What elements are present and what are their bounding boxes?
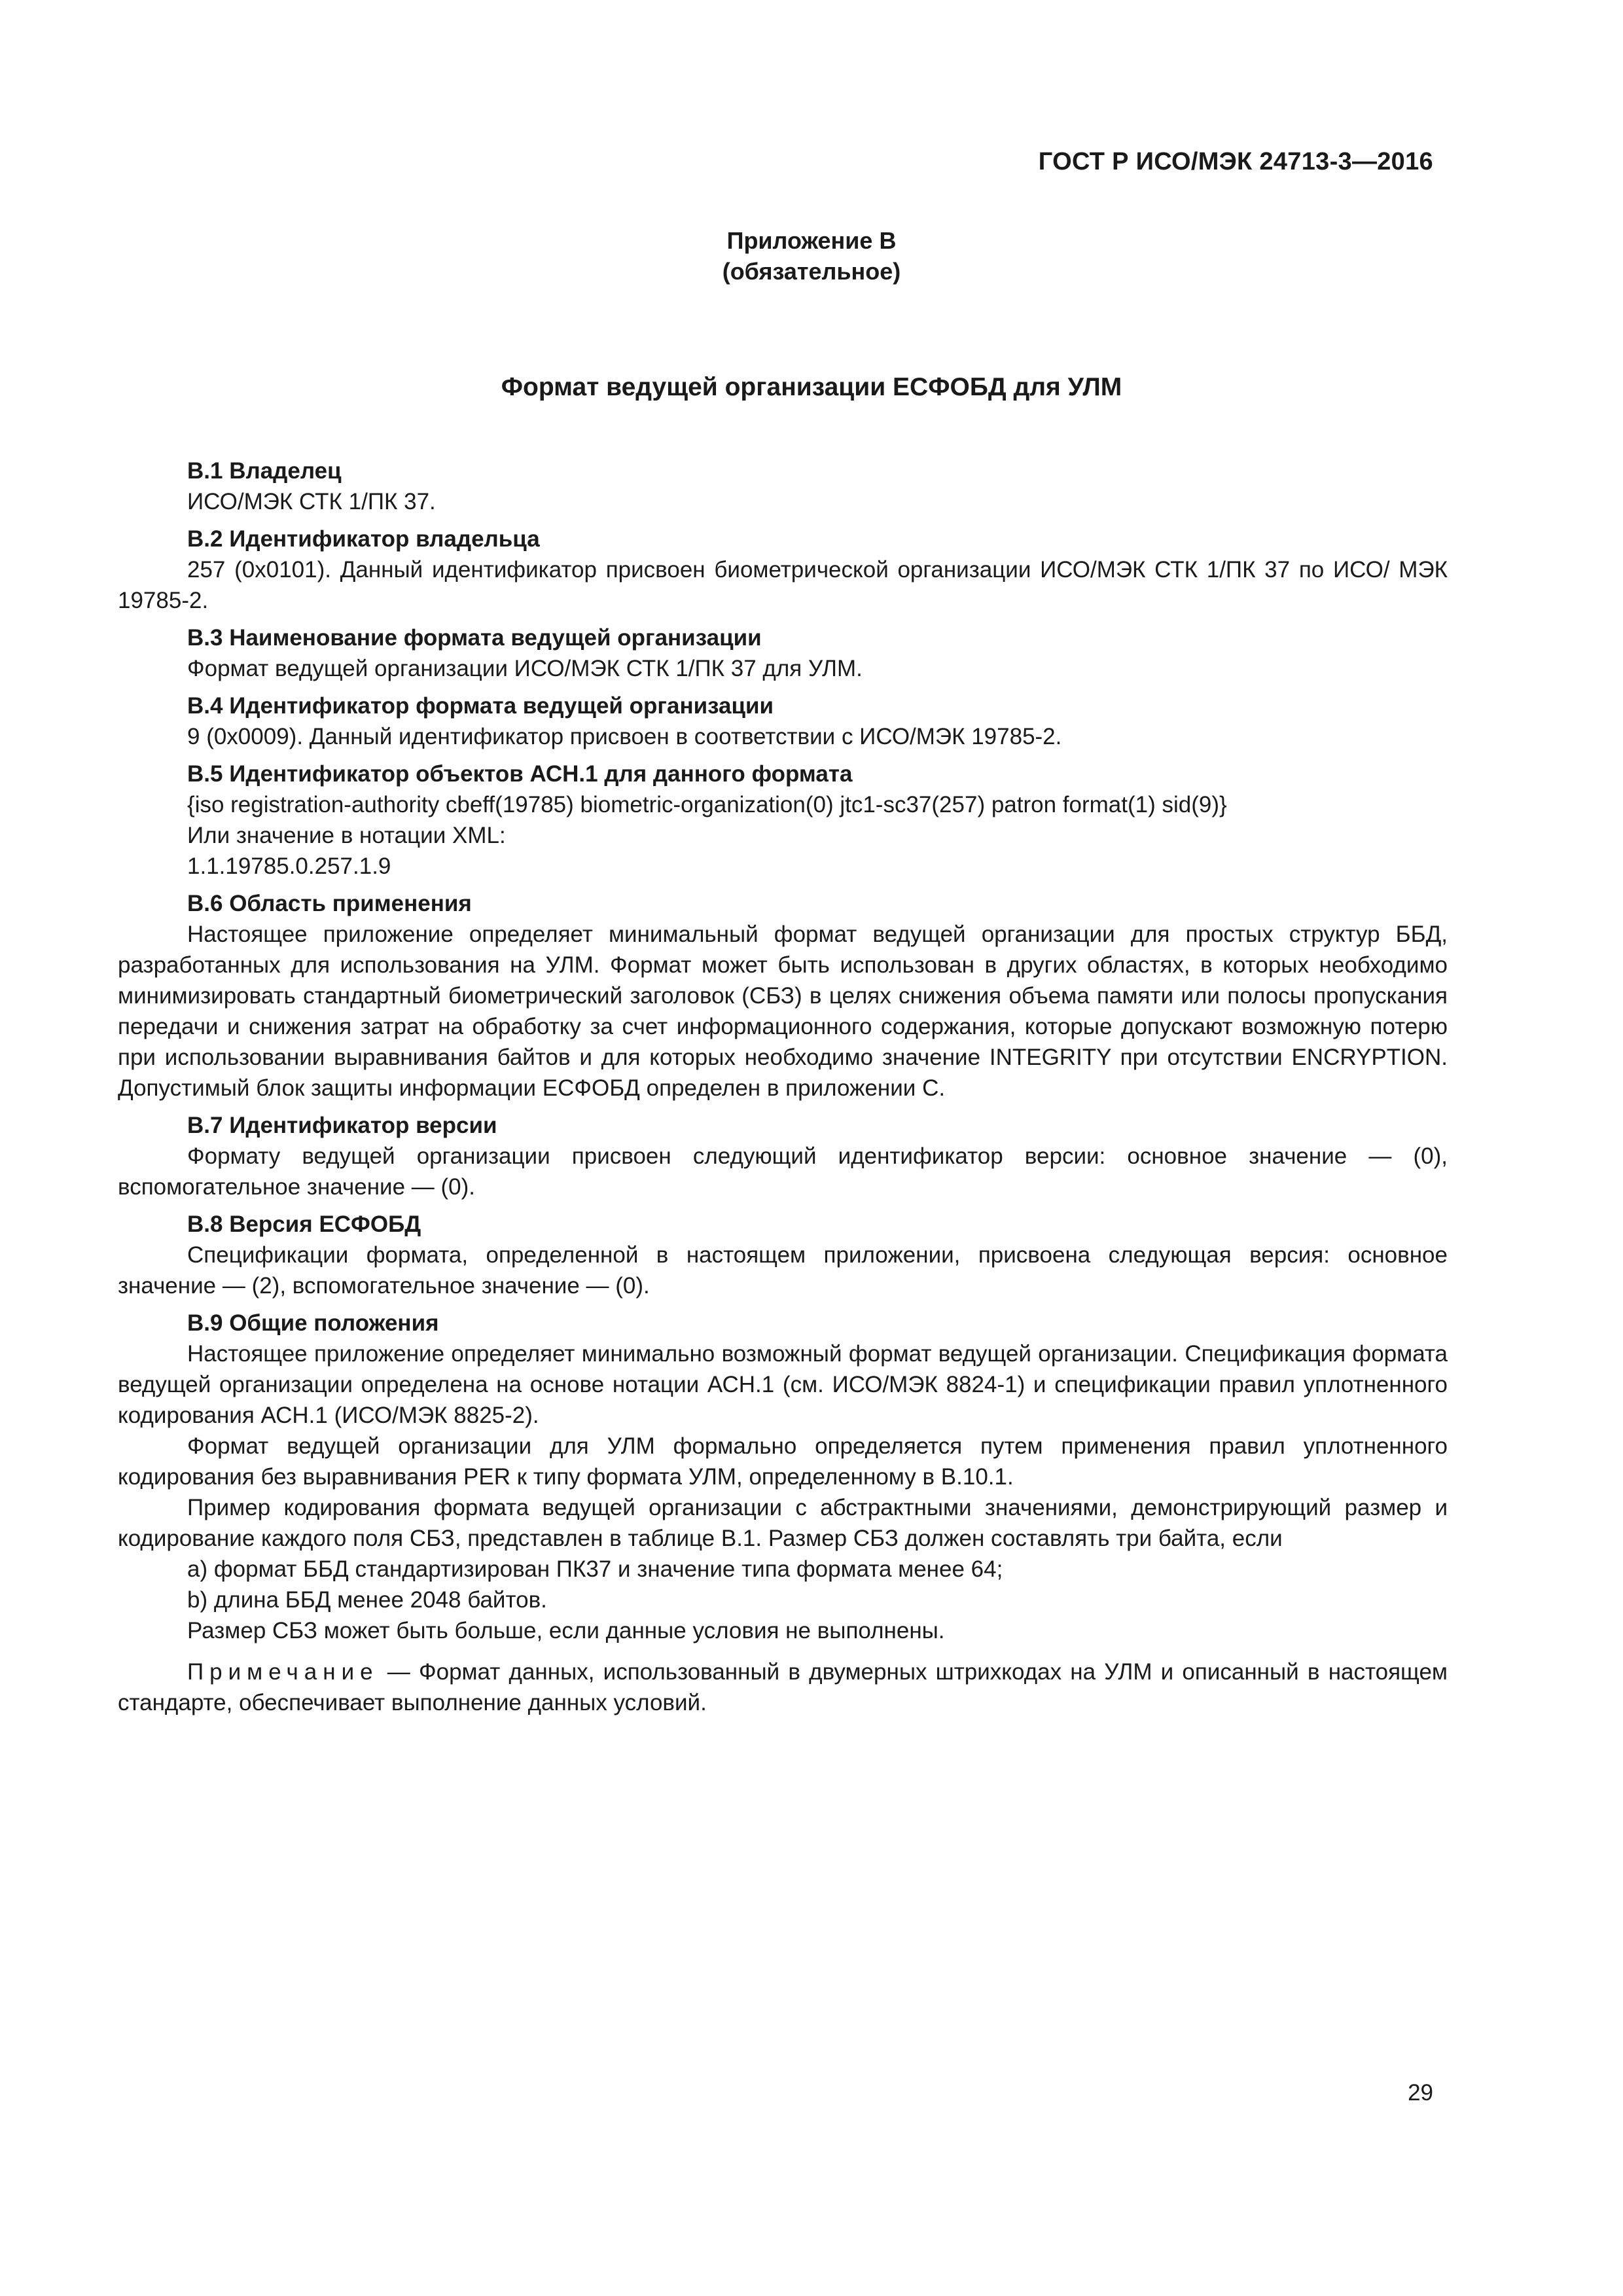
section-text-b9-p1: Настоящее приложение определяет минимально возможный формат ведущей организации. Спецификация формата ведущей организации определена на основе нотации АСН.1 (см. ИСО/МЭК 8824-1) и спецификации правил уплотненного кодирования АСН.1 (ИСО/МЭК 8825-2). [118, 1341, 1448, 1428]
annex-label: Приложение В [726, 227, 897, 254]
section-text-b9-p2: Формат ведущей организации для УЛМ формально определяется путем применения правил уплотненного кодирования без выравнивания PER к типу формата УЛМ, определенному в В.10.1. [118, 1433, 1448, 1490]
document-code: ГОСТ Р ИСО/МЭК 24713-3—2016 [1038, 148, 1433, 175]
section-heading-b2: В.2 Идентификатор владельца [187, 526, 540, 552]
document-body [118, 449, 1448, 1718]
section-text-b5-oid: {iso registration-authority cbeff(19785) biometric-organization(0) jtc1-sc37(257) patron format(1) sid(9)} [187, 792, 1227, 817]
section-text-b6: Настоящее приложение определяет минимальный формат ведущей организации для простых структур ББД, разработанных для использования на УЛМ. Формат может быть использован в других областях, в которых необходимо минимизировать стандартный биометрический заголовок (СБЗ) в целях снижения объема памяти или полосы пропускания передачи и снижения затрат на обработку за счет информационного содержания, которые допускают возможную потерю при использовании выравнивания байтов и для которых необходимо значение INTEGRITY при отсутствии ENCRYPTION. Допустимый блок защиты информации ЕСФОБД определен в приложении С. [118, 922, 1448, 1101]
section-text-b5-xml-value: 1.1.19785.0.257.1.9 [187, 853, 391, 879]
section-heading-b5: В.5 Идентификатор объектов АСН.1 для данного формата [187, 761, 853, 787]
annex-header [0, 225, 1623, 287]
page-number: 29 [1408, 2080, 1433, 2106]
section-text-b3: Формат ведущей организации ИСО/МЭК СТК 1/ПК 37 для УЛМ. [187, 656, 863, 681]
annex-title: Формат ведущей организации ЕСФОБД для УЛМ [501, 373, 1122, 401]
section-heading-b7: В.7 Идентификатор версии [187, 1113, 497, 1138]
section-heading-b4: В.4 Идентификатор формата ведущей организации [187, 693, 774, 719]
section-heading-b6: В.6 Область применения [187, 891, 472, 916]
note-text: — Формат данных, использованный в двумерных штрихкодах на УЛМ и описанный в настоящем стандарте, обеспечивает выполнение данных условий. [118, 1659, 1448, 1715]
section-heading-b8: В.8 Версия ЕСФОБД [187, 1211, 421, 1237]
section-text-b4: 9 (0x0009). Данный идентификатор присвоен в соответствии с ИСО/МЭК 19785-2. [187, 724, 1062, 749]
section-heading-b3: В.3 Наименование формата ведущей организации [187, 625, 762, 651]
section-text-b2: 257 (0x0101). Данный идентификатор присвоен биометрической организации ИСО/МЭК СТК 1/ПК 37 по ИСО/ МЭК 19785-2. [118, 557, 1448, 613]
note-label: Примечание [187, 1659, 379, 1685]
section-heading-b9: В.9 Общие положения [187, 1310, 439, 1336]
section-text-b7: Формату ведущей организации присвоен следующий идентификатор версии: основное значение — (0), вспомогательное значение — (0). [118, 1143, 1448, 1200]
note-paragraph [118, 1657, 1448, 1718]
annex-status: (обязательное) [722, 258, 901, 285]
list-item-b: b) длина ББД менее 2048 байтов. [187, 1587, 547, 1613]
section-text-b9-p4: Размер СБЗ может быть больше, если данные условия не выполнены. [187, 1618, 945, 1643]
section-text-b5-xml-label: Или значение в нотации XML: [187, 823, 506, 848]
section-heading-b1: В.1 Владелец [187, 458, 342, 484]
section-text-b8: Спецификации формата, определенной в настоящем приложении, присвоена следующая версия: основное значение — (2), вспомогательное значение — (0). [118, 1242, 1448, 1299]
section-text-b1: ИСО/МЭК СТК 1/ПК 37. [187, 489, 436, 514]
section-text-b9-p3: Пример кодирования формата ведущей организации с абстрактными значениями, демонстрирующий размер и кодирование каждого поля СБЗ, представлен в таблице В.1. Размер СБЗ должен составлять три байта, если [118, 1495, 1448, 1551]
list-item-a: a) формат ББД стандартизирован ПК37 и значение типа формата менее 64; [187, 1556, 1003, 1582]
